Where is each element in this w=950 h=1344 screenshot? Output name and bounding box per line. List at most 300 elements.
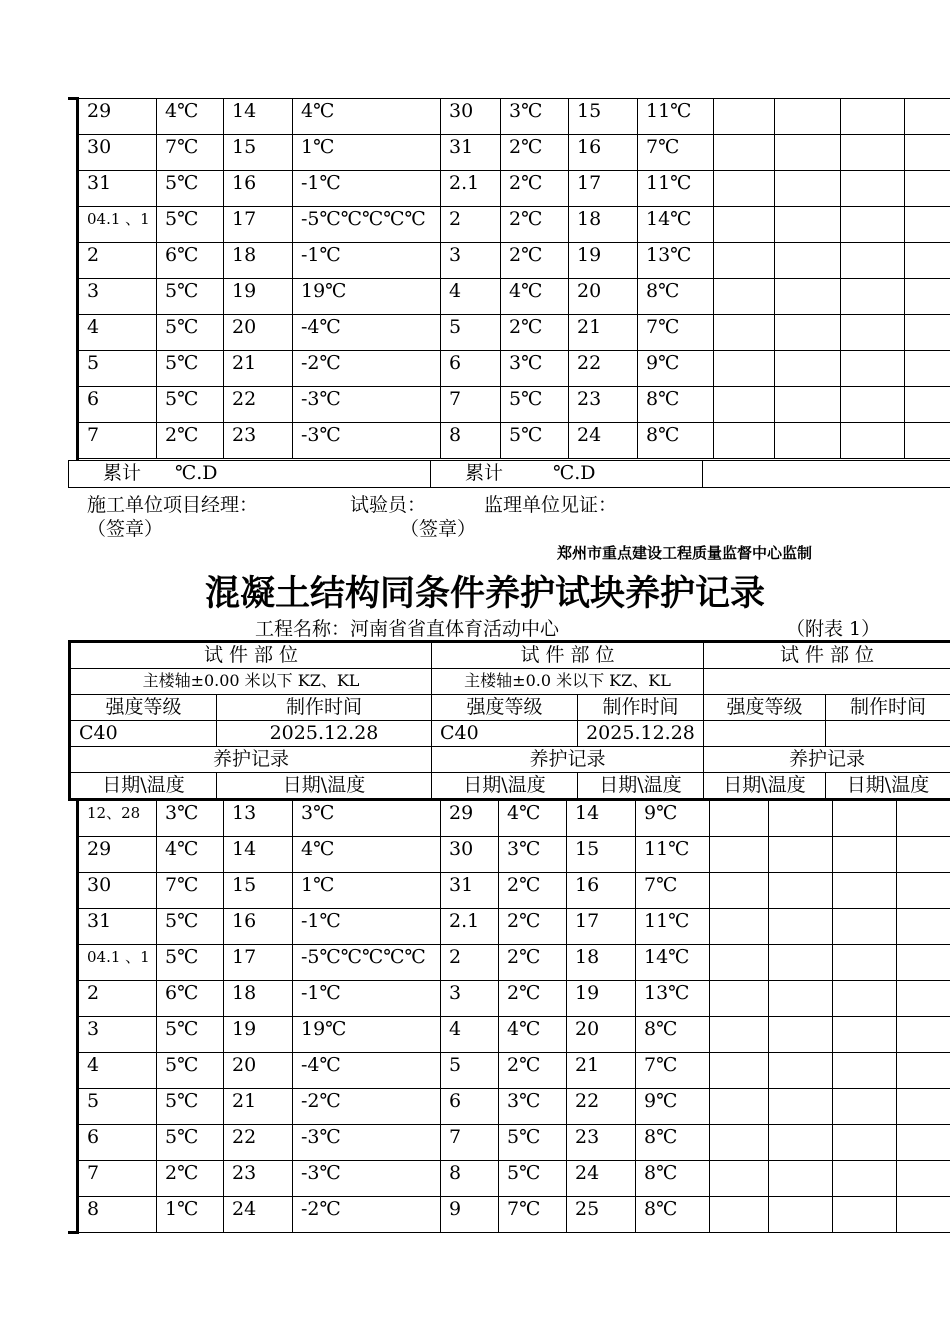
- empty-cell: [833, 873, 897, 909]
- record-row: [79, 1053, 950, 1089]
- temp-cell: -1℃: [293, 243, 441, 279]
- temp-cell: 9℃: [636, 801, 710, 837]
- temp-cell: 7℃: [636, 873, 710, 909]
- empty-cell: [714, 99, 775, 135]
- temp-cell: 2℃: [501, 243, 569, 279]
- date-cell: 25: [567, 1197, 636, 1233]
- seal-label-2: （签章）: [400, 518, 477, 540]
- empty-cell: [769, 1197, 833, 1233]
- date-cell: 13: [224, 801, 293, 837]
- temp-cell: 3℃: [499, 837, 567, 873]
- part-value-1: 主楼轴±0.00 米以下 KZ、KL: [70, 669, 432, 695]
- date-cell: 6: [79, 1125, 157, 1161]
- date-cell: 7: [441, 1125, 499, 1161]
- summary-row: [69, 461, 950, 488]
- curing-label-row: [70, 747, 950, 773]
- temp-cell: 8℃: [638, 387, 714, 423]
- record-row: [79, 1161, 950, 1197]
- record-row: [79, 873, 950, 909]
- date-cell: 8: [441, 423, 501, 459]
- top-records-table: [78, 98, 950, 459]
- temp-cell: 2℃: [499, 945, 567, 981]
- date-cell: 20: [224, 315, 293, 351]
- empty-cell: [769, 1017, 833, 1053]
- empty-cell: [897, 1089, 950, 1125]
- date-cell: 14: [224, 99, 293, 135]
- temp-cell: -3℃: [293, 1125, 441, 1161]
- empty-cell: [833, 1125, 897, 1161]
- empty-cell: [841, 423, 905, 459]
- empty-cell: [897, 801, 950, 837]
- empty-cell: [769, 1161, 833, 1197]
- empty-cell: [897, 1125, 950, 1161]
- empty-cell: [775, 243, 841, 279]
- date-cell: 19: [224, 279, 293, 315]
- date-cell: 20: [567, 1017, 636, 1053]
- date-cell: 23: [567, 1125, 636, 1161]
- temp-cell: 2℃: [157, 423, 224, 459]
- summary-table: [68, 460, 950, 488]
- date-cell: 15: [224, 135, 293, 171]
- temp-cell: 4℃: [499, 1017, 567, 1053]
- temp-cell: 5℃: [499, 1125, 567, 1161]
- made-label-2: 制作时间: [578, 695, 704, 721]
- empty-cell: [905, 351, 950, 387]
- empty-cell: [833, 981, 897, 1017]
- date-cell: 6: [441, 1089, 499, 1125]
- date-cell: 04.1 、1: [79, 207, 157, 243]
- date-cell: 2: [441, 207, 501, 243]
- summary-label: 累计: [465, 462, 504, 484]
- curing-label-1: 养护记录: [70, 747, 432, 773]
- empty-cell: [833, 1161, 897, 1197]
- part-label-2: 试 件 部 位: [432, 642, 704, 669]
- temp-cell: 4℃: [499, 801, 567, 837]
- temp-cell: 13℃: [636, 981, 710, 1017]
- grade-label-1: 强度等级: [70, 695, 217, 721]
- empty-cell: [710, 1161, 769, 1197]
- temp-cell: 11℃: [638, 171, 714, 207]
- date-cell: 5: [79, 1089, 157, 1125]
- part-label-3: 试 件 部 位: [704, 642, 950, 669]
- empty-cell: [710, 945, 769, 981]
- date-cell: 22: [569, 351, 638, 387]
- temp-cell: 8℃: [638, 423, 714, 459]
- empty-cell: [897, 945, 950, 981]
- date-cell: 2: [79, 981, 157, 1017]
- temp-cell: -1℃: [293, 909, 441, 945]
- date-cell: 15: [569, 99, 638, 135]
- grade-label-3: 强度等级: [704, 695, 826, 721]
- empty-cell: [905, 279, 950, 315]
- empty-cell: [897, 873, 950, 909]
- summary-label: 累计: [103, 462, 142, 484]
- temp-cell: 5℃: [157, 945, 224, 981]
- temp-cell: 3℃: [501, 351, 569, 387]
- empty-cell: [897, 909, 950, 945]
- date-cell: 7: [79, 1161, 157, 1197]
- made-label-3: 制作时间: [826, 695, 950, 721]
- temp-cell: 6℃: [157, 243, 224, 279]
- page-title: 混凝土结构同条件养护试块养护记录: [205, 574, 766, 614]
- date-cell: 18: [224, 981, 293, 1017]
- empty-cell: [833, 909, 897, 945]
- date-cell: 16: [224, 909, 293, 945]
- empty-cell: [841, 351, 905, 387]
- grade-label-row: [70, 695, 950, 721]
- curing-label-3: 养护记录: [704, 747, 950, 773]
- date-cell: 31: [79, 909, 157, 945]
- temp-cell: -3℃: [293, 387, 441, 423]
- empty-cell: [710, 1089, 769, 1125]
- temp-cell: 8℃: [638, 279, 714, 315]
- temp-cell: 2℃: [157, 1161, 224, 1197]
- empty-cell: [897, 1053, 950, 1089]
- summary-unit: ℃.D: [175, 462, 218, 484]
- date-cell: 19: [569, 243, 638, 279]
- date-cell: 14: [567, 801, 636, 837]
- grade-value-3: [704, 721, 826, 747]
- empty-cell: [714, 279, 775, 315]
- date-cell: 4: [79, 315, 157, 351]
- empty-cell: [841, 243, 905, 279]
- summary-cell-3: [703, 461, 950, 488]
- temp-cell: 5℃: [157, 171, 224, 207]
- date-cell: 22: [224, 1125, 293, 1161]
- date-cell: 3: [79, 1017, 157, 1053]
- empty-cell: [710, 909, 769, 945]
- temp-cell: 2℃: [499, 1053, 567, 1089]
- temp-cell: 7℃: [157, 135, 224, 171]
- empty-cell: [775, 315, 841, 351]
- temp-cell: -5℃℃℃℃℃: [293, 207, 441, 243]
- record-row: [79, 171, 950, 207]
- empty-cell: [714, 387, 775, 423]
- temp-cell: 9℃: [636, 1089, 710, 1125]
- temp-cell: 2℃: [499, 909, 567, 945]
- date-cell: 04.1 、1: [79, 945, 157, 981]
- date-cell: 30: [79, 135, 157, 171]
- record-row: [79, 387, 950, 423]
- date-cell: 23: [569, 387, 638, 423]
- date-cell: 4: [441, 1017, 499, 1053]
- part-value-row: [70, 669, 950, 695]
- date-cell: 2: [441, 945, 499, 981]
- empty-cell: [841, 135, 905, 171]
- date-cell: 6: [79, 387, 157, 423]
- date-cell: 2: [79, 243, 157, 279]
- empty-cell: [841, 315, 905, 351]
- temp-cell: 5℃: [501, 423, 569, 459]
- temp-cell: 11℃: [636, 909, 710, 945]
- date-cell: 18: [224, 243, 293, 279]
- empty-cell: [710, 981, 769, 1017]
- date-cell: 4: [441, 279, 501, 315]
- date-cell: 3: [441, 981, 499, 1017]
- empty-cell: [905, 99, 950, 135]
- temp-cell: -2℃: [293, 1197, 441, 1233]
- temp-cell: 4℃: [293, 837, 441, 873]
- empty-cell: [714, 207, 775, 243]
- date-cell: 4: [79, 1053, 157, 1089]
- empty-cell: [833, 1017, 897, 1053]
- record-row: [79, 351, 950, 387]
- date-cell: 2.1: [441, 909, 499, 945]
- empty-cell: [905, 135, 950, 171]
- temp-cell: 8℃: [636, 1017, 710, 1053]
- date-cell: 21: [569, 315, 638, 351]
- date-cell: 14: [224, 837, 293, 873]
- empty-cell: [905, 387, 950, 423]
- empty-cell: [897, 837, 950, 873]
- temp-cell: 5℃: [157, 207, 224, 243]
- border-bottom-tick: [68, 1231, 78, 1234]
- record-row: [79, 801, 950, 837]
- grade-value-row: [70, 721, 950, 747]
- date-cell: 21: [224, 1089, 293, 1125]
- record-row: [79, 1089, 950, 1125]
- empty-cell: [897, 1161, 950, 1197]
- temp-cell: -1℃: [293, 171, 441, 207]
- temp-cell: 13℃: [638, 243, 714, 279]
- header-table: [68, 640, 950, 801]
- empty-cell: [905, 315, 950, 351]
- empty-cell: [710, 1197, 769, 1233]
- date-temp-label: 日期\温度: [70, 773, 217, 800]
- empty-cell: [775, 351, 841, 387]
- temp-cell: 7℃: [636, 1053, 710, 1089]
- grade-label-2: 强度等级: [432, 695, 578, 721]
- empty-cell: [897, 1197, 950, 1233]
- date-cell: 5: [441, 315, 501, 351]
- empty-cell: [769, 1125, 833, 1161]
- empty-cell: [769, 873, 833, 909]
- temp-cell: -2℃: [293, 1089, 441, 1125]
- date-cell: 17: [567, 909, 636, 945]
- date-cell: 2.1: [441, 171, 501, 207]
- supervisor-label: 监理单位见证：: [484, 494, 618, 516]
- temp-cell: 3℃: [157, 801, 224, 837]
- part-value-3: [704, 669, 950, 695]
- date-cell: 19: [567, 981, 636, 1017]
- temp-cell: -5℃℃℃℃℃: [293, 945, 441, 981]
- empty-cell: [841, 387, 905, 423]
- record-row: [79, 909, 950, 945]
- attachment-label: （附表 1）: [786, 618, 881, 640]
- temp-cell: 2℃: [501, 135, 569, 171]
- empty-cell: [833, 945, 897, 981]
- date-cell: 3: [441, 243, 501, 279]
- date-cell: 15: [224, 873, 293, 909]
- date-cell: 23: [224, 423, 293, 459]
- record-row: [79, 99, 950, 135]
- empty-cell: [775, 99, 841, 135]
- date-cell: 12、28: [79, 801, 157, 837]
- date-cell: 30: [79, 873, 157, 909]
- date-cell: 29: [79, 99, 157, 135]
- empty-cell: [769, 981, 833, 1017]
- date-cell: 18: [569, 207, 638, 243]
- temp-cell: 4℃: [501, 279, 569, 315]
- temp-cell: 8℃: [636, 1161, 710, 1197]
- temp-cell: 14℃: [636, 945, 710, 981]
- temp-cell: 5℃: [501, 387, 569, 423]
- empty-cell: [841, 207, 905, 243]
- date-cell: 7: [79, 423, 157, 459]
- temp-cell: 11℃: [636, 837, 710, 873]
- temp-cell: -4℃: [293, 315, 441, 351]
- empty-cell: [775, 279, 841, 315]
- made-value-3: [826, 721, 950, 747]
- date-cell: 24: [569, 423, 638, 459]
- seal-label-1: （签章）: [87, 518, 164, 540]
- date-cell: 24: [224, 1197, 293, 1233]
- empty-cell: [841, 171, 905, 207]
- empty-cell: [769, 1053, 833, 1089]
- made-label-1: 制作时间: [217, 695, 432, 721]
- record-row: [79, 945, 950, 981]
- temp-cell: -3℃: [293, 423, 441, 459]
- date-cell: 20: [569, 279, 638, 315]
- temp-cell: 7℃: [638, 315, 714, 351]
- temp-cell: 1℃: [293, 135, 441, 171]
- empty-cell: [897, 1017, 950, 1053]
- manager-label: 施工单位项目经理：: [87, 494, 259, 516]
- date-cell: 6: [441, 351, 501, 387]
- temp-cell: 2℃: [501, 171, 569, 207]
- empty-cell: [897, 981, 950, 1017]
- date-temp-label: 日期\温度: [578, 773, 704, 800]
- temp-cell: 5℃: [157, 1089, 224, 1125]
- date-cell: 31: [441, 135, 501, 171]
- record-row: [79, 243, 950, 279]
- temp-cell: 11℃: [638, 99, 714, 135]
- empty-cell: [710, 1053, 769, 1089]
- date-cell: 31: [441, 873, 499, 909]
- temp-cell: 5℃: [157, 1125, 224, 1161]
- record-row: [79, 981, 950, 1017]
- date-cell: 22: [567, 1089, 636, 1125]
- summary-cell-1: [69, 461, 431, 488]
- date-cell: 21: [224, 351, 293, 387]
- date-cell: 9: [441, 1197, 499, 1233]
- border-top-tick: [68, 97, 78, 100]
- project-name: 工程名称：河南省省直体育活动中心: [255, 618, 560, 640]
- temp-cell: -2℃: [293, 351, 441, 387]
- record-row: [79, 135, 950, 171]
- temp-cell: 5℃: [499, 1161, 567, 1197]
- record-row: [79, 1017, 950, 1053]
- temp-cell: 1℃: [293, 873, 441, 909]
- date-temp-row: [70, 773, 950, 800]
- date-cell: 8: [79, 1197, 157, 1233]
- temp-cell: 5℃: [157, 351, 224, 387]
- empty-cell: [769, 1089, 833, 1125]
- temp-cell: 5℃: [157, 909, 224, 945]
- empty-cell: [714, 423, 775, 459]
- date-cell: 31: [79, 171, 157, 207]
- temp-cell: 2℃: [499, 981, 567, 1017]
- temp-cell: 9℃: [638, 351, 714, 387]
- temp-cell: -1℃: [293, 981, 441, 1017]
- record-row: [79, 315, 950, 351]
- temp-cell: 5℃: [157, 279, 224, 315]
- temp-cell: 3℃: [501, 99, 569, 135]
- date-cell: 15: [567, 837, 636, 873]
- empty-cell: [714, 135, 775, 171]
- grade-value-2: C40: [432, 721, 578, 747]
- date-temp-label: 日期\温度: [432, 773, 578, 800]
- date-cell: 23: [224, 1161, 293, 1197]
- record-row: [79, 1197, 950, 1233]
- date-cell: 30: [441, 99, 501, 135]
- date-cell: 16: [224, 171, 293, 207]
- temp-cell: 7℃: [157, 873, 224, 909]
- date-cell: 18: [567, 945, 636, 981]
- date-cell: 29: [441, 801, 499, 837]
- date-cell: 5: [441, 1053, 499, 1089]
- temp-cell: 14℃: [638, 207, 714, 243]
- temp-cell: 2℃: [501, 207, 569, 243]
- empty-cell: [714, 351, 775, 387]
- empty-cell: [833, 1053, 897, 1089]
- date-cell: 17: [569, 171, 638, 207]
- empty-cell: [905, 423, 950, 459]
- empty-cell: [905, 207, 950, 243]
- empty-cell: [833, 1089, 897, 1125]
- temp-cell: 5℃: [157, 387, 224, 423]
- date-cell: 21: [567, 1053, 636, 1089]
- curing-label-2: 养护记录: [432, 747, 704, 773]
- empty-cell: [775, 135, 841, 171]
- empty-cell: [710, 837, 769, 873]
- temp-cell: 19℃: [293, 279, 441, 315]
- bottom-records-table: [78, 800, 950, 1233]
- date-cell: 22: [224, 387, 293, 423]
- date-temp-label: 日期\温度: [704, 773, 826, 800]
- empty-cell: [714, 315, 775, 351]
- empty-cell: [775, 423, 841, 459]
- date-cell: 24: [567, 1161, 636, 1197]
- temp-cell: 19℃: [293, 1017, 441, 1053]
- temp-cell: 4℃: [293, 99, 441, 135]
- empty-cell: [841, 99, 905, 135]
- part-label-row: [70, 642, 950, 669]
- empty-cell: [905, 171, 950, 207]
- empty-cell: [714, 243, 775, 279]
- temp-cell: 8℃: [636, 1125, 710, 1161]
- empty-cell: [714, 171, 775, 207]
- empty-cell: [769, 945, 833, 981]
- empty-cell: [710, 1017, 769, 1053]
- empty-cell: [833, 837, 897, 873]
- empty-cell: [833, 801, 897, 837]
- temp-cell: 7℃: [499, 1197, 567, 1233]
- tester-label: 试验员：: [350, 494, 427, 516]
- date-temp-label: 日期\温度: [217, 773, 432, 800]
- empty-cell: [775, 207, 841, 243]
- date-cell: 19: [224, 1017, 293, 1053]
- made-value-2: 2025.12.28: [578, 721, 704, 747]
- record-row: [79, 1125, 950, 1161]
- part-label-1: 试 件 部 位: [70, 642, 432, 669]
- record-row: [79, 207, 950, 243]
- empty-cell: [710, 873, 769, 909]
- date-cell: 3: [79, 279, 157, 315]
- temp-cell: 3℃: [293, 801, 441, 837]
- date-cell: 16: [569, 135, 638, 171]
- empty-cell: [769, 837, 833, 873]
